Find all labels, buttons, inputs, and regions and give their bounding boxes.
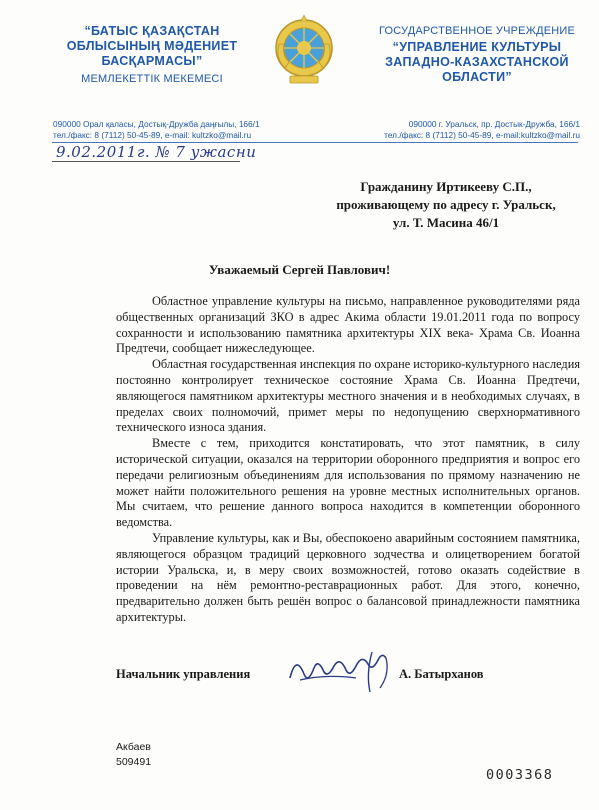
header-left-line-2: ОБЛЫСЫНЫҢ МӘДЕНИЕТ [66, 39, 238, 53]
salutation: Уважаемый Сергей Павлович! [208, 262, 391, 277]
address-right-line-1: 090000 г. Уральск, пр. Достык-Дружба, 166/1 [408, 119, 580, 129]
registration-handwritten: 9.02.2011г. № 7 ужасни [56, 143, 257, 161]
letter-body [116, 294, 580, 626]
addressee-line-1: Гражданину Иртикееву С.П., [360, 179, 532, 194]
header-left-line-1: “БАТЫС ҚАЗАҚСТАН [84, 24, 220, 38]
paragraph-3: Вместе с тем, приходится констатировать, что этот памятник, в силу исторической ситуации, оказался на территории оборонного предприятия и вопрос его передачи религиозным объединениям для использования по прямому назначению не может найти положительного решения на уровне местных исполнительных органов. Мы считаем, что решение данного вопроса находится в компетенции оборонного ведомства. [116, 436, 580, 530]
header-right-org [372, 24, 582, 85]
executor-phone: 509491 [116, 756, 152, 768]
signature-name: А. Батырханов [399, 667, 484, 681]
address-left-line-2: тел./факс: 8 (7112) 50-45-89, e-mail: kultzko@mail.ru [53, 129, 252, 140]
addressee-line-3: ул. Т. Масина 46/1 [392, 215, 500, 230]
header-right-line-1: “УПРАВЛЕНИЕ КУЛЬТУРЫ [392, 40, 562, 54]
kazakhstan-emblem-icon [273, 14, 335, 86]
paragraph-4: Управление культуры, как и Вы, обеспокоено аварийным состоянием памятника, являющегося образцом традиций церковного зодчества и олицетворением богатой истории Уральска, и, в меру своих возможностей, готово оказать содействие в проведении на нём ремонтно-реставрационных работ. Для этого, конечно, предварительно должен быть решён вопрос о балансовой принадлежности памятника архитектуры. [116, 530, 580, 624]
header-left-org [52, 24, 252, 86]
header-left-line-3: БАСҚАРМАСЫ” [101, 54, 203, 68]
addressee-block [310, 178, 582, 232]
paragraph-2: Областная государственная инспекция по охране историко-культурного наследия постоянно контролирует техническое состояние Храма Св. Иоанна Предтечи, являющегося памятником архитектуры местного значения и в необходимых случаях, в пределах своих полномочий, примет меры по недопущению сверхнормативного технического износа здания. [116, 357, 580, 435]
addressee-line-2: проживающему по адресу г. Уральск, [336, 197, 556, 212]
address-right [348, 119, 580, 140]
executor-block [116, 740, 151, 770]
address-left [53, 119, 283, 140]
signature-title: Начальник управления [116, 667, 251, 681]
executor-name: Акбаев [116, 741, 151, 753]
handwritten-signature [286, 644, 396, 694]
address-right-line-2: тел./факс: 8 (7112) 50-45-89, e-mail:kultzko@mail.ru [384, 129, 580, 140]
paragraph-1: Областное управление культуры на письмо, направленное руководителями ряда общественных организаций ЗКО в адрес Акима области 19.01.2011 года по вопросу сохранности и использованию памятника архитектуры XIX века- Храма Св. Иоанна Предтечи, сообщает нижеследующее. [116, 294, 580, 356]
header-right-type: ГОСУДАРСТВЕННОЕ УЧРЕЖДЕНИЕ [378, 25, 576, 37]
header-left-type: МЕМЛЕКЕТТІК МЕКЕМЕСІ [81, 73, 223, 85]
serial-number: 0003368 [486, 767, 554, 783]
header-right-line-2: ЗАПАДНО-КАЗАХСТАНСКОЙ [385, 55, 569, 69]
address-left-line-1: 090000 Орал қаласы, Достық-Дружба даңғылы, 166/1 [53, 119, 260, 129]
header-right-line-3: ОБЛАСТИ” [442, 70, 512, 84]
registration-underline [52, 161, 240, 162]
